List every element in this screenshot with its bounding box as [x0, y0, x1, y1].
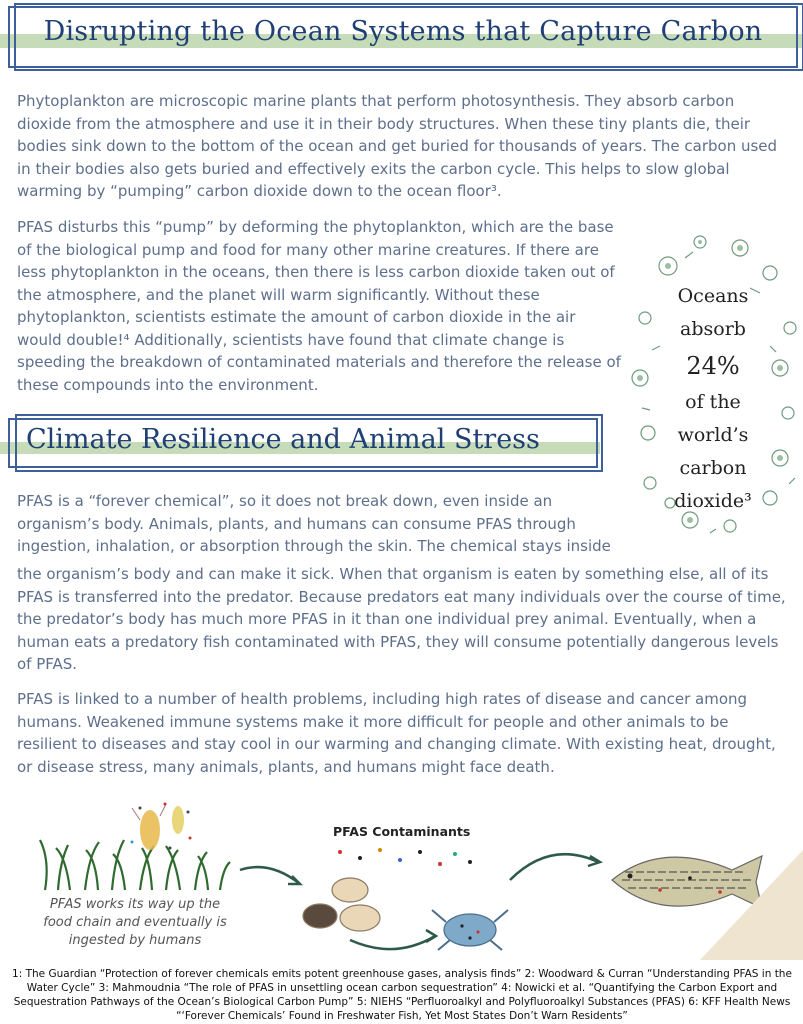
callout-text — [630, 280, 796, 518]
section2-paragraph1: PFAS is a “forever chemical”, so it does not break down, even inside an organism’s body. Animals, plants, and humans can consume PFAS through ingestion, inhalation, or absorption through the skin. The chemical stays inside — [17, 492, 611, 555]
section2-banner — [8, 418, 603, 468]
food-chain-caption: PFAS works its way up the food chain and eventually is ingested by humans — [43, 897, 227, 948]
clams-icon — [303, 878, 380, 931]
callout-line4: of the — [685, 391, 741, 413]
section2-paragraph2: PFAS is linked to a number of health problems, including high rates of disease and cancer among humans. Weakened immune systems make it more difficult for people and other animals to be resilient to diseases and stay cool in our warming and changing climate. With existing heat, drought, or disease stress, many animals, plants, and humans might face death. — [17, 690, 776, 776]
pfas-contaminants-label: PFAS Contaminants — [333, 824, 471, 839]
references: 1: The Guardian “Protection of forever chemicals emits potent greenhouse gases, analysis finds” 2: Woodward & Curran “Understanding PFAS in the Water Cycle” 3: Mahmoudnia “The role of PFAS in unsettling ocean carbon sequestration” 4: Nowicki et al. “Quantifying the Carbon Export and Sequestration Pathways of the Ocean’s Biological Carbon Pump” 5: NIEHS “Perfluoroalkyl and Polyfluoroalkyl Substances (PFAS) 6: KFF Health News “‘Forever Chemicals’ Found in Freshwater Fish, Yet Most States Don’t Warn Residents” — [12, 968, 792, 1022]
callout-line7: dioxide³ — [674, 490, 752, 512]
ocean-absorb-callout — [630, 228, 802, 538]
shrimp-icon — [132, 804, 184, 850]
section1-title: Disrupting the Ocean Systems that Capture Carbon — [43, 16, 763, 47]
callout-line2: absorb — [680, 318, 746, 340]
callout-line6: carbon — [679, 457, 747, 479]
arrow-icon — [240, 854, 600, 949]
callout-line1: Oceans — [677, 285, 749, 307]
section1-paragraph1: Phytoplankton are microscopic marine plants that perform photosynthesis. They absorb carbon dioxide from the atmosphere and use it in their body structures. When these tiny plants die, their bodies sink down to the bottom of the ocean and get buried for thousands of years. The carbon used in their bodies also gets buried and effectively exits the carbon cycle. This helps to slow global warming by “pumping” carbon dioxide down to the ocean floor³. — [17, 92, 778, 200]
callout-percent: 24% — [686, 352, 740, 380]
pfas-dots-icon — [338, 848, 472, 866]
section1-paragraph2: PFAS disturbs this “pump” by deforming the phytoplankton, which are the base of the biological pump and food for many other marine creatures. If there are less phytoplankton in the oceans, then there is less carbon dioxide taken out of the atmosphere, and the planet will warm significantly. Without these phytoplankton, scientists estimate the amount of carbon dioxide in the air would double!⁴ Additionally, scientists have found that climate change is speeding the breakdown of contaminated materials and therefore the release of these compounds into the environment. — [17, 218, 621, 394]
section2-title: Climate Resilience and Animal Stress — [26, 424, 540, 455]
section2-paragraph1-cont: the organism’s body and can make it sick. When that organism is eaten by something else, all of its PFAS is transferred into the predator. Because predators eat many individuals over the course of time, the predator’s body has much more PFAS in it than one individual prey animal. Eventually, when a human eats a predatory fish contaminated with PFAS, they will consume potentially dangerous levels of PFAS. — [17, 565, 786, 673]
seagrass-icon — [40, 840, 230, 890]
striped-bass-icon — [612, 856, 762, 908]
callout-line5: world’s — [677, 424, 749, 446]
crab-icon — [432, 910, 508, 950]
food-chain-illustration — [0, 790, 803, 960]
section1-banner — [8, 6, 796, 66]
